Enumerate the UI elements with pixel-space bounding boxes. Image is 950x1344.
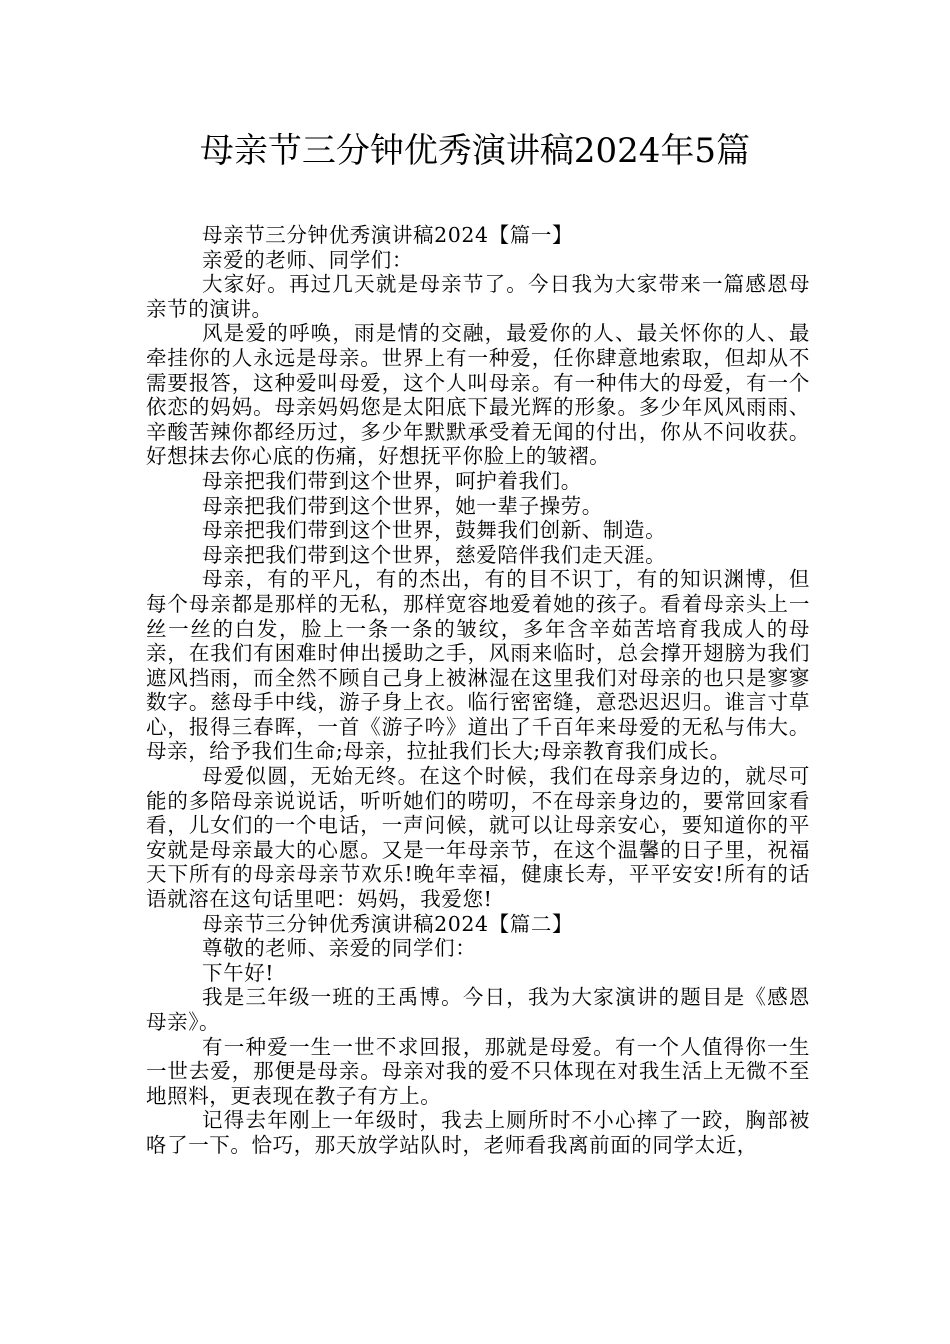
greeting: 亲爱的老师、同学们： — [202, 247, 413, 272]
paragraph: 大家好。再过几天就是母亲节了。今日我为大家带来一篇感恩母亲节的演讲。 — [146, 272, 810, 321]
paragraph: 母亲把我们带到这个世界，慈爱陪伴我们走天涯。 — [202, 542, 667, 567]
paragraph: 母亲把我们带到这个世界，呵护着我们。 — [202, 468, 582, 493]
document-title: 母亲节三分钟优秀演讲稿2024年5篇 — [199, 131, 751, 171]
paragraph: 有一种爱一生一世不求回报，那就是母爱。有一个人值得你一生一世去爱，那便是母亲。母亲对我的爱不只体现在对我生活上无微不至地照料，更表现在教子有方上。 — [146, 1034, 810, 1108]
paragraph: 母亲把我们带到这个世界，鼓舞我们创新、制造。 — [202, 518, 667, 543]
paragraph: 母爱似圆，无始无终。在这个时候，我们在母亲身边的，就尽可能的多陪母亲说说话，听听她们的唠叨，不在母亲身边的，要常回家看看，儿女们的一个电话，一声问候，就可以让母亲安心，要知道你的平安就是母亲最大的心愿。又是一年母亲节，在这个温馨的日子里，祝福天下所有的母亲母亲节欢乐!晚年幸福，健康长寿，平平安安!所有的话语就溶在这句话里吧：妈妈，我爱您! — [146, 764, 810, 912]
section-heading-1: 母亲节三分钟优秀演讲稿2024【篇一】 — [202, 223, 574, 247]
section-heading-2: 母亲节三分钟优秀演讲稿2024【篇二】 — [202, 911, 574, 936]
document-body — [146, 223, 810, 1158]
paragraph: 记得去年刚上一年级时，我去上厕所时不小心摔了一跤，胸部被咯了一下。恰巧，那天放学站队时，老师看我离前面的同学太近， — [146, 1108, 810, 1157]
paragraph: 母亲，有的平凡，有的杰出，有的目不识丁，有的知识渊博，但每个母亲都是那样的无私，那样宽容地爱着她的孩子。看着母亲头上一丝一丝的白发，脸上一条一条的皱纹，多年含辛茹苦培育我成人的母亲，在我们有困难时伸出援助之手，风雨来临时，总会撑开翅膀为我们遮风挡雨，而全然不顾自己身上被淋湿在这里我们对母亲的也只是寥寥数字。慈母手中线，游子身上衣。临行密密缝，意恐迟迟归。谁言寸草心，报得三春晖，一首《游子吟》道出了千百年来母爱的无私与伟大。母亲，给予我们生命;母亲，拉扯我们长大;母亲教育我们成长。 — [146, 567, 810, 764]
paragraph: 风是爱的呼唤，雨是情的交融，最爱你的人、最关怀你的人、最牵挂你的人永远是母亲。世界上有一种爱，任你肆意地索取，但却从不需要报答，这种爱叫母爱，这个人叫母亲。有一种伟大的母爱，有一个依恋的妈妈。母亲妈妈您是太阳底下最光辉的形象。多少年风风雨雨、辛酸苦辣你都经历过，多少年默默承受着无闻的付出，你从不问收获。好想抹去你心底的伤痛，好想抚平你脸上的皱褶。 — [146, 321, 810, 469]
paragraph: 我是三年级一班的王禹博。今日，我为大家演讲的题目是《感恩母亲》。 — [146, 985, 810, 1034]
paragraph: 母亲把我们带到这个世界，她一辈子操劳。 — [202, 493, 603, 518]
greeting: 尊敬的老师、亲爱的同学们： — [202, 936, 477, 961]
paragraph: 下午好! — [202, 960, 275, 985]
